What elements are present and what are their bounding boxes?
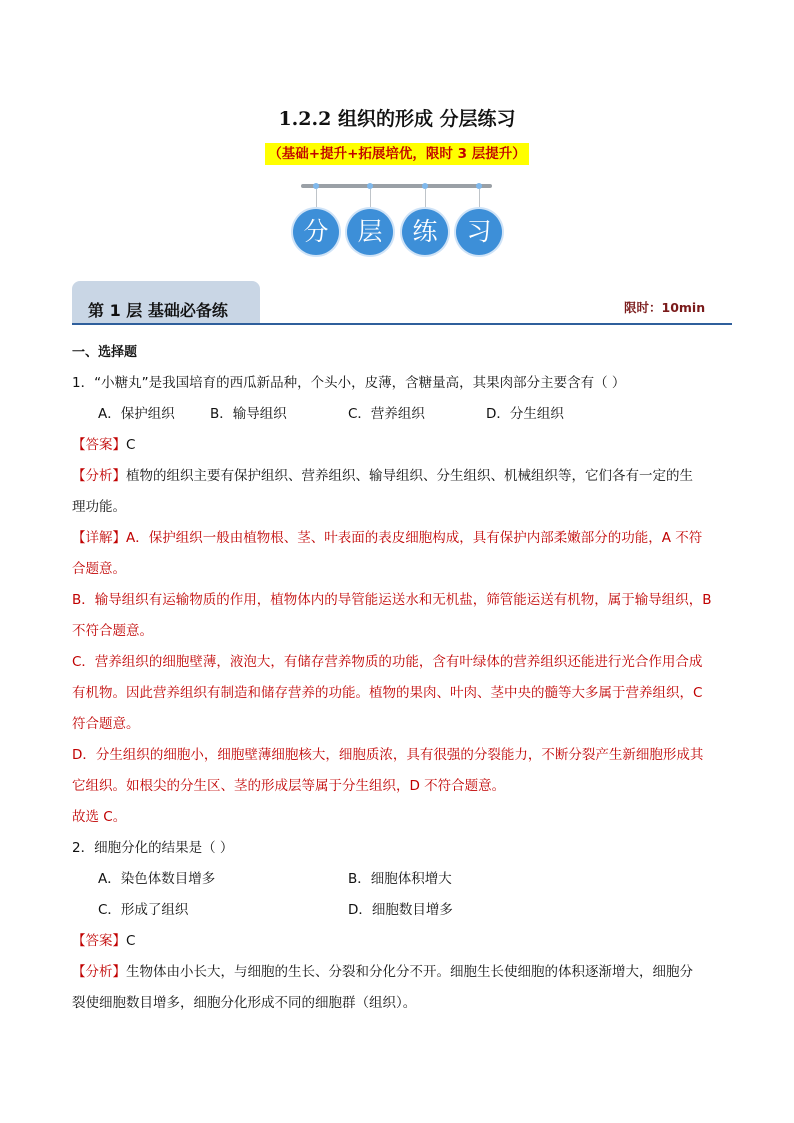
q1-options	[72, 399, 732, 430]
q1-detail-a	[72, 523, 732, 554]
q1-option-b: B．输导组织	[210, 406, 287, 422]
q1-detail-c-cont: 有机物。因此营养组织有制造和储存营养的功能。植物的果肉、叶肉、茎中央的髓等大多属于营养组织，C	[72, 685, 703, 701]
subtitle-highlight: （基础+提升+拓展培优，限时 3 层提升）	[265, 143, 528, 165]
analysis-tag: 【分析】	[72, 964, 126, 980]
q1-answer	[72, 430, 732, 461]
analysis-tag: 【分析】	[72, 468, 126, 484]
banner-stem	[479, 189, 480, 209]
q2-option-a: A．染色体数目增多	[98, 871, 216, 887]
q2-options-row2	[72, 895, 732, 926]
page-title: 1.2.2 组织的形成 分层练习	[278, 108, 516, 130]
document-body	[72, 337, 732, 1019]
analysis-text: 生物体由小长大，与细胞的生长、分裂和分化分不开。细胞生长使细胞的体积逐渐增大，细胞分	[126, 964, 693, 980]
q1-analysis-cont: 理功能。	[72, 499, 126, 515]
q2-option-d: D．细胞数目增多	[348, 902, 453, 918]
banner-circle-2: 层	[347, 209, 393, 255]
banner-circle-3: 练	[402, 209, 448, 255]
answer-tag: 【答案】	[72, 933, 126, 949]
banner-rail	[301, 184, 492, 188]
answer-tag: 【答案】	[72, 437, 126, 453]
q2-stem: 2．细胞分化的结果是（ ）	[72, 840, 234, 856]
q1-detail-a-cont: 合题意。	[72, 561, 126, 577]
q2-analysis-cont: 裂使细胞数目增多，细胞分化形成不同的细胞群（组织）。	[72, 995, 417, 1011]
q1-conclusion: 故选 C。	[72, 809, 127, 825]
q1-detail-b: B．输导组织有运输物质的作用，植物体内的导管能运送水和无机盐，筛管能运送有机物，属于输导组织，B	[72, 592, 712, 608]
banner-stem	[370, 189, 371, 209]
banner-circle-4: 习	[456, 209, 502, 255]
q1-detail-b-cont: 不符合题意。	[72, 623, 153, 639]
q1-analysis	[72, 461, 732, 492]
q1-option-a: A．保护组织	[98, 406, 175, 422]
q1-detail-d-cont: 它组织。如根尖的分生区、茎的形成层等属于分生组织，D 不符合题意。	[72, 778, 506, 794]
answer-value: C	[126, 933, 136, 949]
detail-tag: 【详解】	[72, 530, 126, 546]
analysis-text: 植物的组织主要有保护组织、营养组织、输导组织、分生组织、机械组织等，它们各有一定的生	[126, 468, 693, 484]
detail-a-text: A．保护组织一般由植物根、茎、叶表面的表皮细胞构成，具有保护内部柔嫩部分的功能，A 不符	[126, 530, 703, 546]
q2-option-b: B．细胞体积增大	[348, 871, 452, 887]
subtitle-wrap	[0, 143, 794, 165]
q1-detail-d: D．分生组织的细胞小，细胞壁薄细胞核大，细胞质浓，具有很强的分裂能力，不断分裂产生新细胞形成其	[72, 747, 704, 763]
banner-circle-1: 分	[293, 209, 339, 255]
q2-analysis	[72, 957, 732, 988]
level-title: 第 1 层 基础必备练	[88, 301, 228, 320]
q1-detail-c: C．营养组织的细胞壁薄，液泡大，有储存营养物质的功能，含有叶绿体的营养组织还能进行光合作用合成	[72, 654, 703, 670]
answer-value: C	[126, 437, 136, 453]
level-divider	[72, 323, 732, 325]
banner-stem	[425, 189, 426, 209]
q1-option-d: D．分生组织	[486, 406, 564, 422]
q2-answer	[72, 926, 732, 957]
q1-detail-c-cont2: 符合题意。	[72, 716, 140, 732]
q1-option-c: C．营养组织	[348, 406, 425, 422]
banner-stem	[316, 189, 317, 209]
section-heading: 一、选择题	[72, 345, 138, 360]
time-limit: 限时：10min	[624, 300, 706, 315]
q2-option-c: C．形成了组织	[98, 902, 189, 918]
q2-options-row1	[72, 864, 732, 895]
q1-stem: 1．“小糖丸”是我国培育的西瓜新品种，个头小，皮薄，含糖量高，其果肉部分主要含有（ ）	[72, 375, 626, 391]
